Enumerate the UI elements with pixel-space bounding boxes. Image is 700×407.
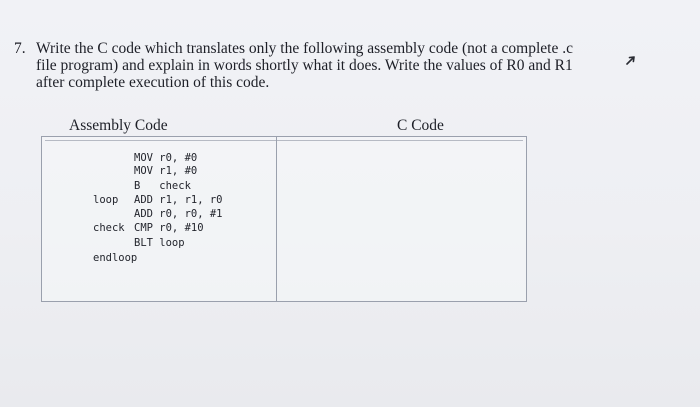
question-text [36, 40, 646, 91]
question-number: 7. [14, 40, 26, 57]
c-code-cell[interactable] [278, 137, 526, 301]
asm-code-line: B check [134, 180, 191, 192]
arrow-cursor-icon [626, 55, 636, 65]
asm-code-line: ADD r0, r0, #1 [134, 208, 223, 220]
c-code-header: C Code [397, 117, 444, 134]
question-line: file program) and explain in words shortly what it does. Write the values of R0 and R1 [36, 57, 573, 74]
asm-code-line: CMP r0, #10 [134, 222, 204, 234]
asm-label: loop [93, 194, 119, 206]
assembly-code-header: Assembly Code [69, 117, 168, 134]
asm-label: check [93, 222, 125, 234]
code-table [41, 136, 527, 302]
question-line: Write the C code which translates only the following assembly code (not a complete .c [36, 40, 573, 57]
asm-label: endloop [93, 252, 138, 264]
asm-code-line: MOV r0, #0 [134, 152, 198, 164]
column-divider [276, 137, 277, 301]
question-line: after complete execution of this code. [36, 74, 270, 91]
asm-code-line: BLT loop [134, 237, 185, 249]
asm-code-line: ADD r1, r1, r0 [134, 194, 223, 206]
asm-code-line: MOV r1, #0 [134, 165, 198, 177]
